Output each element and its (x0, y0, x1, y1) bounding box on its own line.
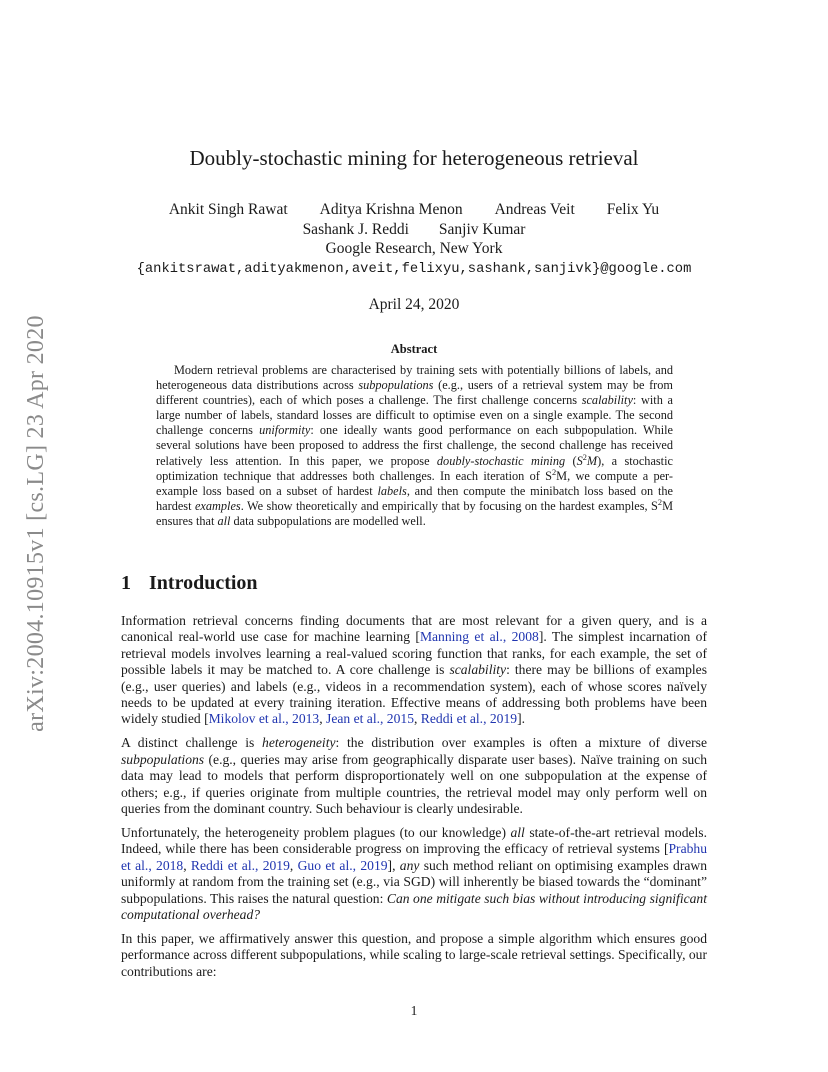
citation-link[interactable]: Manning et al., 2008 (419, 629, 539, 645)
author-name: Felix Yu (606, 201, 660, 218)
section-number: 1 (121, 572, 131, 594)
author-name: Sashank J. Reddi (302, 220, 409, 238)
publication-date: April 24, 2020 (368, 296, 460, 313)
page-number: 1 (410, 1003, 418, 1018)
section-heading-introduction (121, 572, 258, 595)
paper-title: Doubly-stochastic mining for heterogeneous retrieval (189, 146, 639, 170)
citation-link[interactable]: Prabhu et al., 2018 (121, 841, 707, 873)
citation-link[interactable]: Jean et al., 2015 (326, 711, 414, 727)
paragraph: In this paper, we affirmatively answer this question, and propose a simple algorithm which ensures good performance across different subpopulations, while scaling to large-scale retrieval settings. Specifically, our contributions are: (121, 930, 707, 979)
author-block (0, 200, 828, 279)
citation-link[interactable]: Guo et al., 2019 (297, 857, 388, 873)
introduction-body (121, 613, 707, 988)
citation-link[interactable]: Reddi et al., 2019 (190, 857, 290, 873)
abstract-heading: Abstract (390, 342, 438, 356)
author-name: Aditya Krishna Menon (319, 201, 463, 218)
arxiv-identifier-stamp (20, 286, 52, 760)
author-row (0, 200, 828, 220)
affiliation: Google Research, New York (325, 240, 503, 257)
paragraph: Unfortunately, the heterogeneity problem plagues (to our knowledge) all state-of-the-art retrieval models. Indeed, while there has been considerable progress on improving the efficacy of retrieval systems [Prabhu et al., 2018, Reddi et al., 2019, Guo et al., 2019], any such method reliant on optimising examples drawn uniformly at random from the training set (e.g., via SGD) will inherently be biased towards the “dominant” subpopulations. This raises the natural question: Can one mitigate such bias without introducing significant computational overhead? (121, 824, 708, 922)
author-emails: {ankitsrawat,adityakmenon,aveit,felixyu,sashank,sanjivk}@google.com (136, 261, 692, 277)
citation-link[interactable]: Reddi et al., 2019 (420, 711, 518, 727)
paragraph: A distinct challenge is heterogeneity: the distribution over examples is often a mixture of diverse subpopulations (e.g., queries may arise from geographically disparate user bases). Naïve training on such data may lead to models that perform disproportionately well on one subpopulation at the expense of others; e.g., if queries originate from multiple countries, the retrieval model may only perform well on queries from the dominant country. Such behaviour is clearly undesirable. (121, 735, 707, 816)
author-row (0, 220, 828, 240)
arxiv-identifier-text: arXiv:2004.10915v1 [cs.LG] 23 Apr 2020 (22, 314, 49, 732)
paragraph: Information retrieval concerns finding documents that are most relevant for a given query, and is a canonical real-world use case for machine learning [Manning et al., 2008]. The simplest incarnation of retrieval models involves learning a real-valued scoring function that ranks, for each example, the set of possible labels it may be matched to. A core challenge is scalability: there may be billions of examples (e.g., user queries) and labels (e.g., videos in a recommendation system), each of whose scores naïvely needs to be updated at every training iteration. Effective means of addressing both problems have been widely studied [Mikolov et al., 2013, Jean et al., 2015, Reddi et al., 2019]. (121, 613, 708, 727)
section-title-text: Introduction (149, 572, 258, 594)
citation-link[interactable]: Mikolov et al., 2013 (208, 711, 320, 727)
abstract-text: Modern retrieval problems are characterised by training sets with potentially billions of labels, and heterogeneous data distributions across subpopulations (e.g., users of a retrieval system may be from different countries), each of which poses a challenge. The first challenge concerns scalability: with a large number of labels, standard losses are difficult to optimise even on a single example. The second challenge concerns uniformity: one ideally wants good performance on each subpopulation. While several solutions have been proposed to address the first challenge, the second challenge has received relatively less attention. In this paper, we propose doubly-stochastic mining $(S^2M)$, a stochastic optimization technique that addresses both challenges. In each iteration of $S^2M$, we compute a per-example loss based on a subset of hardest labels, and then compute the minibatch loss based on the hardest examples. We show theoretically and empirically that by focusing on the hardest examples, $S^2M$ ensures that all data subpopulations are modelled well. (156, 363, 674, 528)
author-name: Ankit Singh Rawat (168, 201, 288, 218)
author-name: Andreas Veit (494, 201, 575, 218)
author-name: Sanjiv Kumar (438, 220, 526, 238)
